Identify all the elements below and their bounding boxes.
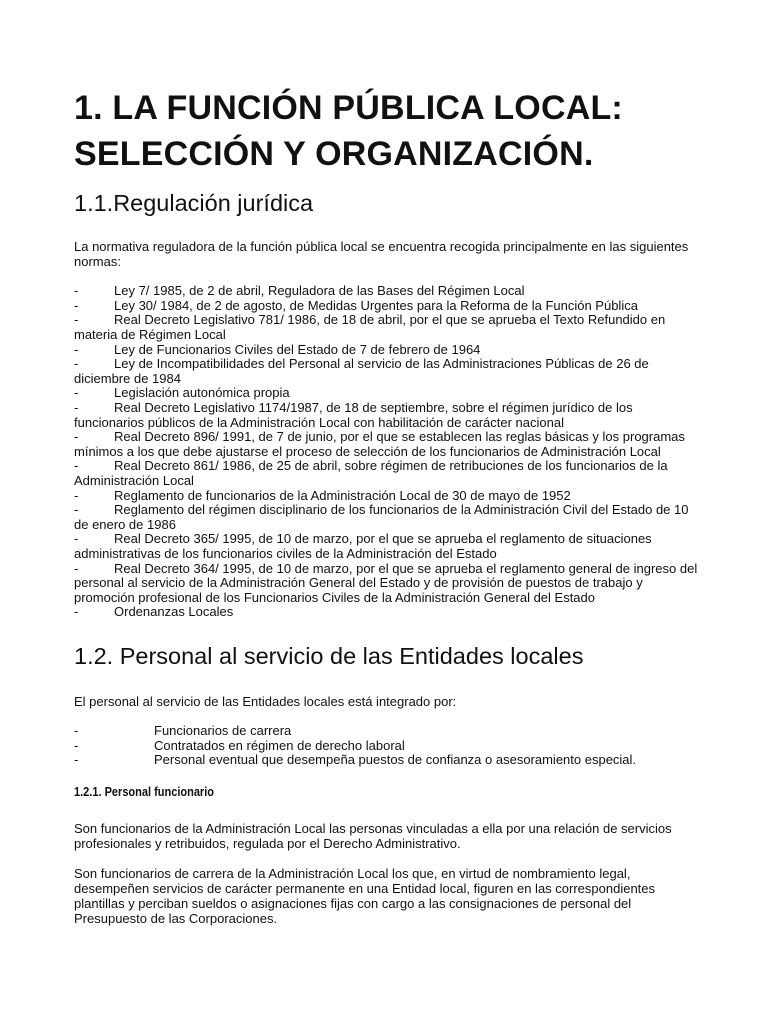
bullet-dash: -: [74, 283, 79, 299]
list-item: [74, 562, 699, 606]
document-page: [74, 86, 699, 941]
list-item: [74, 605, 699, 620]
section-heading-personal: 1.2. Personal al servicio de las Entidades locales: [74, 642, 584, 669]
bullet-dash: -: [74, 385, 79, 401]
section-heading-regulacion: 1.1.Regulación jurídica: [74, 190, 314, 217]
list-item-text: Reglamento de funcionarios de la Administración Local de 30 de mayo de 1952: [114, 487, 571, 503]
list-item-text: Ordenanzas Locales: [114, 604, 234, 620]
paragraph: Son funcionarios de carrera de la Administración Local los que, en virtud de nombramiento legal, desempeñen servicios de carácter permanente en una Entidad local, figuren en las correspondientes plantillas y perciban sueldos o asignaciones fijas con cargo a las consignaciones de personal del Presupuesto de las Corporaciones.: [74, 865, 656, 926]
list-item: [74, 724, 699, 739]
list-item: [74, 430, 699, 459]
list-item: [74, 401, 699, 430]
bullet-dash: -: [74, 341, 79, 357]
bullet-dash: -: [74, 356, 79, 372]
bullet-dash: -: [74, 604, 79, 620]
list-item: [74, 284, 699, 299]
norms-list: [74, 284, 699, 620]
subsection-heading-funcionario: 1.2.1. Personal funcionario: [74, 784, 214, 799]
list-item-text: Real Decreto Legislativo 1174/1987, de 18 de septiembre, sobre el régimen jurídico de los funcionarios públicos de la Administración Local con habilitación de carácter nacional: [74, 400, 633, 430]
list-item-text: Legislación autonómica propia: [114, 385, 290, 401]
list-item-text: Real Decreto 365/ 1995, de 10 de marzo, por el que se aprueba el reglamento de situaciones administrativas de los funcionarios civiles de la Administración del Estado: [74, 531, 652, 561]
list-item: [74, 753, 699, 768]
list-item-text: Real Decreto Legislativo 781/ 1986, de 18 de abril, por el que se aprueba el Texto Refundido en materia de Régimen Local: [74, 312, 666, 343]
bullet-dash: -: [74, 531, 79, 547]
list-item-text: Ley 7/ 1985, de 2 de abril, Reguladora de las Bases del Régimen Local: [114, 283, 525, 299]
list-item-text: Funcionarios de carrera: [154, 723, 292, 739]
bullet-dash: -: [74, 458, 79, 474]
list-item: [74, 313, 699, 342]
list-item-text: Personal eventual que desempeña puestos de confianza o asesoramiento especial.: [154, 752, 637, 768]
list-item-text: Real Decreto 896/ 1991, de 7 de junio, por el que se establecen las reglas básicas y los programas mínimos a los que debe ajustarse el proceso de selección de los funcionarios de Administración Local: [74, 429, 685, 459]
list-item-text: Ley 30/ 1984, de 2 de agosto, de Medidas Urgentes para la Reforma de la Función Pública: [114, 297, 638, 313]
bullet-dash: -: [74, 560, 79, 576]
list-item: [74, 503, 699, 532]
bullet-dash: -: [74, 487, 79, 503]
list-item-text: Ley de Incompatibilidades del Personal al servicio de las Administraciones Públicas de 26 de diciembre de 1984: [74, 356, 649, 386]
list-item-text: Reglamento del régimen disciplinario de los funcionarios de la Administración Civil del Estado de 10 de enero de 1986: [74, 502, 689, 532]
page-title: 1. LA FUNCIÓN PÚBLICA LOCAL: SELECCIÓN Y ORGANIZACIÓN.: [74, 89, 623, 173]
bullet-dash: -: [74, 752, 79, 768]
bullet-dash: -: [74, 737, 79, 753]
list-item: [74, 459, 699, 488]
list-item-text: Real Decreto 861/ 1986, de 25 de abril, sobre régimen de retribuciones de los funcionarios de la Administración Local: [74, 458, 668, 488]
personal-list: [74, 724, 699, 768]
list-item-text: Ley de Funcionarios Civiles del Estado de 7 de febrero de 1964: [114, 341, 481, 357]
list-item-text: Real Decreto 364/ 1995, de 10 de marzo, por el que se aprueba el reglamento general de ingreso del personal al servicio de la Administración General del Estado y de provisión de puestos de trabajo y promoción profesional de los Funcionarios Civiles de la Administración General del Estado: [74, 560, 698, 605]
list-item: [74, 386, 699, 401]
bullet-dash: -: [74, 400, 79, 416]
bullet-dash: -: [74, 297, 79, 313]
bullet-dash: -: [74, 502, 79, 518]
list-item: [74, 299, 699, 314]
list-item: [74, 343, 699, 358]
list-item: [74, 489, 699, 504]
list-item-text: Contratados en régimen de derecho laboral: [154, 737, 405, 753]
list-item: [74, 532, 699, 561]
bullet-dash: -: [74, 723, 79, 739]
bullet-dash: -: [74, 312, 79, 328]
list-item: [74, 739, 699, 754]
section-intro-regulacion: La normativa reguladora de la función pública local se encuentra recogida principalmente en las siguientes normas:: [74, 239, 689, 270]
bullet-dash: -: [74, 429, 79, 445]
section-intro-personal: El personal al servicio de las Entidades locales está integrado por:: [74, 694, 457, 710]
paragraph: Son funcionarios de la Administración Local las personas vinculadas a ella por una relación de servicios profesionales y retribuidos, regulada por el Derecho Administrativo.: [74, 820, 672, 851]
list-item: [74, 357, 699, 386]
